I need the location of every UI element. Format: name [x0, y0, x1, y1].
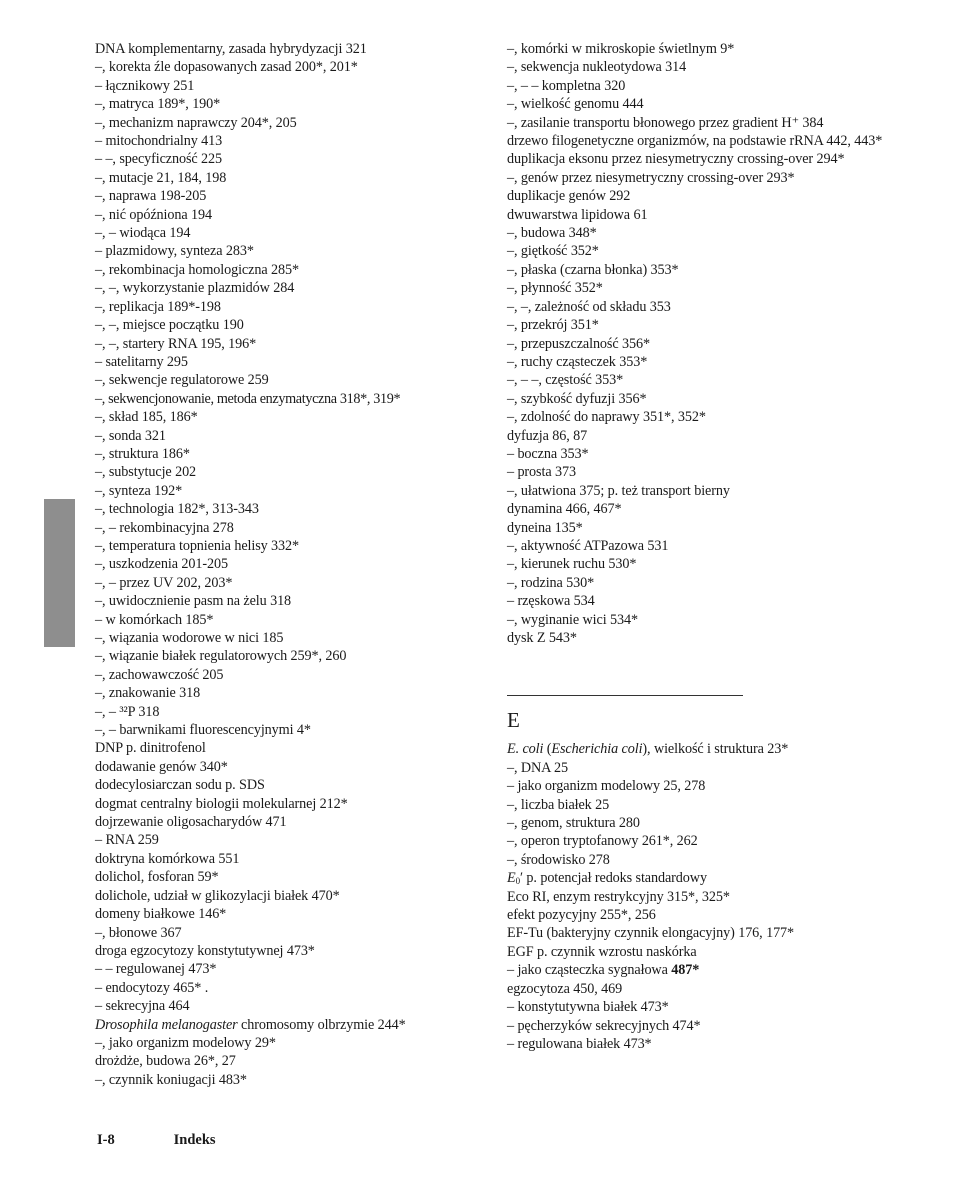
index-entry: – prosta 373 — [507, 464, 576, 481]
index-entry: –, skład 185, 186* — [95, 409, 198, 426]
index-entry: –, – ³²P 318 — [95, 703, 160, 720]
index-entry: duplikacja eksonu przez niesymetryczny crossing-over 294* — [507, 151, 845, 168]
index-entry: –, ruchy cząsteczek 353* — [507, 353, 648, 370]
index-entry: dojrzewanie oligosacharydów 471 — [95, 814, 287, 831]
index-entry: –, rekombinacja homologiczna 285* — [95, 261, 299, 278]
index-entry: –, zdolność do naprawy 351*, 352* — [507, 409, 706, 426]
index-entry: dodawanie genów 340* — [95, 758, 228, 775]
running-footer-title: Indeks — [173, 1132, 216, 1148]
section-divider-rule — [507, 695, 743, 696]
index-column-right — [507, 40, 892, 1053]
index-entry: – łącznikowy 251 — [95, 77, 195, 94]
index-entry: –, sekwencja nukleotydowa 314 — [507, 59, 687, 76]
index-entry: Eco RI, enzym restrykcyjny 315*, 325* — [507, 888, 730, 905]
index-entry: – mitochondrialny 413 — [95, 133, 223, 150]
index-entry: –, wiązanie białek regulatorowych 259*, 260 — [95, 648, 347, 665]
index-entry: – boczna 353* — [507, 445, 589, 462]
index-entry: duplikacje genów 292 — [507, 188, 631, 205]
index-entry: –, wyginanie wici 534* — [507, 611, 638, 628]
index-entry: –, nić opóźniona 194 — [95, 206, 212, 223]
index-entry: –, czynnik koniugacji 483* — [95, 1071, 247, 1088]
index-entry: –, znakowanie 318 — [95, 685, 201, 702]
index-entry: –, – – kompletna 320 — [507, 77, 626, 94]
index-entry: droga egzocytozy konstytutywnej 473* — [95, 942, 315, 959]
index-entry: –, wiązania wodorowe w nici 185 — [95, 630, 284, 646]
index-entry-drosophila: Drosophila melanogaster chromosomy olbrzymie 244* — [95, 1016, 406, 1033]
index-entry-bold-ref: – jako cząsteczka sygnałowa 487* — [507, 962, 700, 979]
index-entry: –, kierunek ruchu 530* — [507, 556, 637, 573]
index-entry: –, zasilanie transportu błonowego przez gradient H⁺ 384 — [507, 114, 824, 131]
index-entry: – konstytutywna białek 473* — [507, 999, 669, 1016]
index-entry: –, struktura 186* — [95, 445, 190, 462]
index-entry: – w komórkach 185* — [95, 611, 214, 628]
index-entry: –, mechanizm naprawczy 204*, 205 — [95, 114, 297, 131]
index-entry: domeny białkowe 146* — [95, 906, 227, 923]
index-entry: –, technologia 182*, 313-343 — [95, 501, 259, 518]
index-entry: –, replikacja 189*-198 — [95, 298, 221, 315]
index-entry: – –, specyficzność 225 — [95, 151, 223, 168]
index-entry: –, temperatura topnienia helisy 332* — [95, 537, 300, 554]
index-entry: – satelitarny 295 — [95, 353, 188, 370]
index-entry: EF-Tu (bakteryjny czynnik elongacyjny) 176, 177* — [507, 925, 795, 942]
section-spacer — [507, 647, 892, 695]
index-entry: dodecylosiarczan sodu p. SDS — [95, 777, 265, 794]
index-entry: –, aktywność ATPazowa 531 — [507, 537, 669, 554]
index-entry: DNA komplementarny, zasada hybrydyzacji 321 — [95, 41, 367, 57]
index-entry: –, sekwencje regulatorowe 259 — [95, 372, 269, 389]
index-entry: –, przekrój 351* — [507, 317, 599, 334]
index-entry: –, –, startery RNA 195, 196* — [95, 335, 257, 352]
index-entry: – – regulowanej 473* — [95, 961, 217, 978]
index-entry: –, naprawa 198-205 — [95, 188, 207, 205]
index-entry: –, – wiodąca 194 — [95, 225, 191, 242]
index-entry: – pęcherzyków sekrecyjnych 474* — [507, 1017, 701, 1034]
index-entry: DNP p. dinitrofenol — [95, 740, 206, 757]
index-entry: EGF p. czynnik wzrostu naskórka — [507, 943, 697, 960]
index-entry: –, sonda 321 — [95, 427, 166, 444]
index-entry: –, mutacje 21, 184, 198 — [95, 169, 227, 186]
index-entry: efekt pozycyjny 255*, 256 — [507, 907, 656, 924]
index-entry: –, budowa 348* — [507, 225, 597, 242]
index-entry: –, błonowe 367 — [95, 924, 182, 941]
index-entry: dogmat centralny biologii molekularnej 212* — [95, 795, 348, 812]
index-entry: –, szybkość dyfuzji 356* — [507, 390, 647, 407]
index-entry: – jako organizm modelowy 25, 278 — [507, 778, 706, 795]
index-entry: –, giętkość 352* — [507, 243, 599, 260]
index-entry: –, substytucje 202 — [95, 464, 197, 481]
index-entry: – sekrecyjna 464 — [95, 998, 190, 1015]
index-entry: dolichole, udział w glikozylacji białek 470* — [95, 887, 340, 904]
index-entry-e0: $E_0'$ p. potencjał redoks standardowy — [507, 870, 707, 887]
index-entry: –, matryca 189*, 190* — [95, 96, 221, 113]
index-entry: – RNA 259 — [95, 832, 159, 849]
index-entry: –, –, zależność od składu 353 — [507, 298, 671, 315]
index-entry: –, jako organizm modelowy 29* — [95, 1034, 276, 1051]
page-number: I-8 — [97, 1132, 115, 1148]
index-entry-ecoli: E. coli (Escherichia coli), wielkość i struktura 23* — [507, 741, 789, 758]
index-entry: –, synteza 192* — [95, 482, 183, 499]
index-entry: –, operon tryptofanowy 261*, 262 — [507, 833, 698, 850]
index-entry: –, – barwnikami fluorescencyjnymi 4* — [95, 722, 311, 739]
index-entry: –, –, miejsce początku 190 — [95, 317, 244, 334]
index-entry: – rzęskowa 534 — [507, 593, 595, 610]
index-entry: –, – –, częstość 353* — [507, 372, 624, 389]
index-entry: –, komórki w mikroskopie świetlnym 9* — [507, 41, 735, 57]
index-entry: –, zachowawczość 205 — [95, 666, 224, 683]
index-entry: –, przepuszczalność 356* — [507, 335, 650, 352]
index-entry: – plazmidowy, synteza 283* — [95, 243, 254, 260]
section-heading-e: E — [507, 708, 520, 733]
index-entry: –, –, wykorzystanie plazmidów 284 — [95, 280, 295, 297]
index-entry: dyneina 135* — [507, 519, 583, 536]
index-entry: –, genów przez niesymetryczny crossing-over 293* — [507, 169, 795, 186]
index-entry: dysk Z 543* — [507, 630, 577, 646]
index-entry: –, uwidocznienie pasm na żelu 318 — [95, 593, 292, 610]
page-footer — [97, 1132, 216, 1149]
index-entry: –, sekwencjonowanie, metoda enzymatyczna 318*, 319* — [95, 390, 401, 407]
index-entry: –, ułatwiona 375; p. też transport bierny — [507, 482, 730, 499]
index-entry: egzocytoza 450, 469 — [507, 980, 623, 997]
index-column-left — [95, 40, 495, 1089]
index-entry: –, rodzina 530* — [507, 574, 595, 591]
index-entry: dyfuzja 86, 87 — [507, 427, 588, 444]
index-entry: –, korekta źle dopasowanych zasad 200*, 201* — [95, 59, 358, 76]
index-entry: –, środowisko 278 — [507, 851, 610, 868]
index-entry: – endocytozy 465* . — [95, 979, 209, 996]
index-entry: –, wielkość genomu 444 — [507, 96, 644, 113]
index-entry: drzewo filogenetyczne organizmów, na podstawie rRNA 442, 443* — [507, 133, 883, 150]
index-entry: –, genom, struktura 280 — [507, 815, 640, 832]
index-entry: drożdże, budowa 26*, 27 — [95, 1053, 236, 1070]
index-entry: –, – przez UV 202, 203* — [95, 574, 233, 591]
index-entry: dynamina 466, 467* — [507, 501, 622, 518]
index-entry: –, płynność 352* — [507, 280, 603, 297]
index-entry: –, – rekombinacyjna 278 — [95, 519, 234, 536]
index-entry: doktryna komórkowa 551 — [95, 850, 240, 867]
index-entry: –, DNA 25 — [507, 759, 568, 776]
index-entry: dolichol, fosforan 59* — [95, 869, 219, 886]
index-entry: dwuwarstwa lipidowa 61 — [507, 206, 648, 223]
thumb-index-tab — [44, 499, 75, 647]
index-entry: –, uszkodzenia 201-205 — [95, 556, 228, 573]
index-entry: –, płaska (czarna błonka) 353* — [507, 261, 679, 278]
index-entry: –, liczba białek 25 — [507, 796, 610, 813]
index-entry: – regulowana białek 473* — [507, 1035, 652, 1052]
